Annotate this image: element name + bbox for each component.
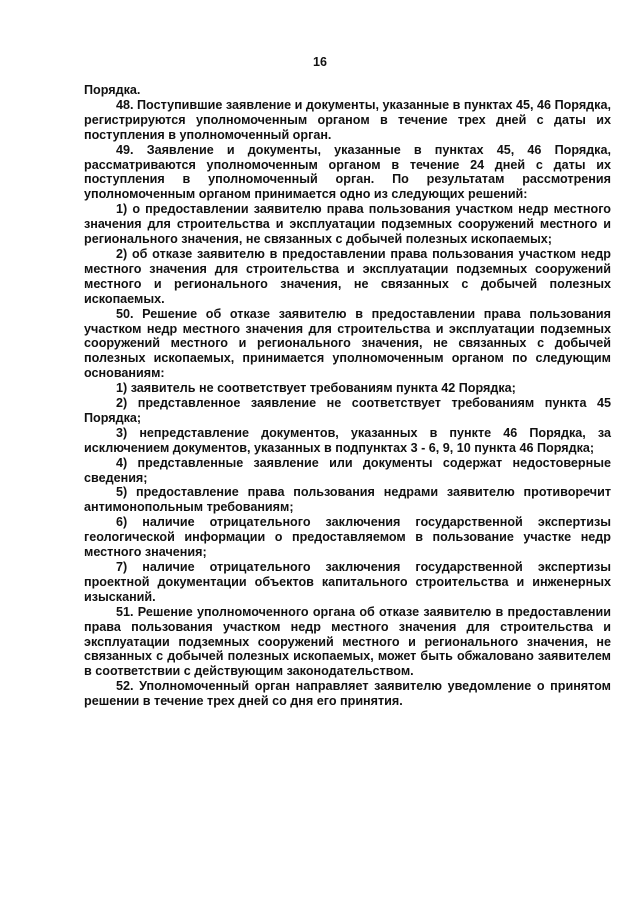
paragraph-continuation: Порядка.	[84, 83, 141, 97]
paragraph-48: 48. Поступившие заявление и документы, указанные в пунктах 45, 46 Порядка, регистрируются уполномоченным органом в течение трех дней с даты их поступления в уполномоченный орган.	[84, 97, 611, 142]
paragraph-49-item-1: 1) о предоставлении заявителю права пользования участком недр местного значения для строительства и эксплуатации подземных сооружений местного и регионального значения, не связанных с добычей полезных ископаемых;	[84, 202, 611, 247]
paragraph-50-item-2: 2) представленное заявление не соответствует требованиям пункта 45 Порядка;	[84, 396, 611, 425]
paragraph-50-item-4: 4) представленные заявление или документы содержат недостоверные сведения;	[84, 455, 611, 485]
page-number: 16	[313, 55, 327, 69]
paragraph-49: 49. Заявление и документы, указанные в пунктах 45, 46 Порядка, рассматриваются уполномоченным органом в течение 24 дней с даты их поступления в уполномоченный орган. По результатам рассмотрения уполномоченным органом принимается одно из следующих решений:	[84, 142, 611, 202]
paragraph-50-item-6: 6) наличие отрицательного заключения государственной экспертизы геологической информации о предоставляемом в пользование участке недр местного значения;	[84, 515, 611, 560]
paragraph-50-item-5: 5) предоставление права пользования недрами заявителю противоречит антимонопольным требованиям;	[84, 485, 611, 515]
paragraph-49-item-2: 2) об отказе заявителю в предоставлении права пользования участком недр местного значения для строительства и эксплуатации подземных сооружений местного и регионального значения, не связанных с добычей полезных ископаемых.	[84, 246, 611, 306]
paragraph-50-item-1: 1) заявитель не соответствует требованиям пункта 42 Порядка;	[116, 381, 516, 396]
paragraph-50-item-7: 7) наличие отрицательного заключения государственной экспертизы проектной документации объектов капитального строительства и инженерных изысканий.	[84, 560, 611, 604]
paragraph-50: 50. Решение об отказе заявителю в предоставлении права пользования участком недр местного значения для строительства и эксплуатации подземных сооружений местного и регионального значения, не связанных с добычей полезных ископаемых, принимается уполномоченным органом по следующим основаниям:	[84, 306, 611, 381]
paragraph-51: 51. Решение уполномоченного органа об отказе заявителю в предоставлении права пользования участком недр местного значения для строительства и эксплуатации подземных сооружений местного и регионального значения, не связанных с добычей полезных ископаемых, может быть обжаловано заявителем в соответствии с действующим законодательством.	[84, 604, 611, 679]
document-body	[84, 83, 611, 709]
paragraph-52: 52. Уполномоченный орган направляет заявителю уведомление о принятом решении в течение трех дней со дня его принятия.	[84, 679, 611, 709]
paragraph-50-item-3: 3) непредставление документов, указанных в пункте 46 Порядка, за исключением документов, указанных в подпунктах 3 - 6, 9, 10 пункта 46 Порядка;	[84, 425, 611, 455]
